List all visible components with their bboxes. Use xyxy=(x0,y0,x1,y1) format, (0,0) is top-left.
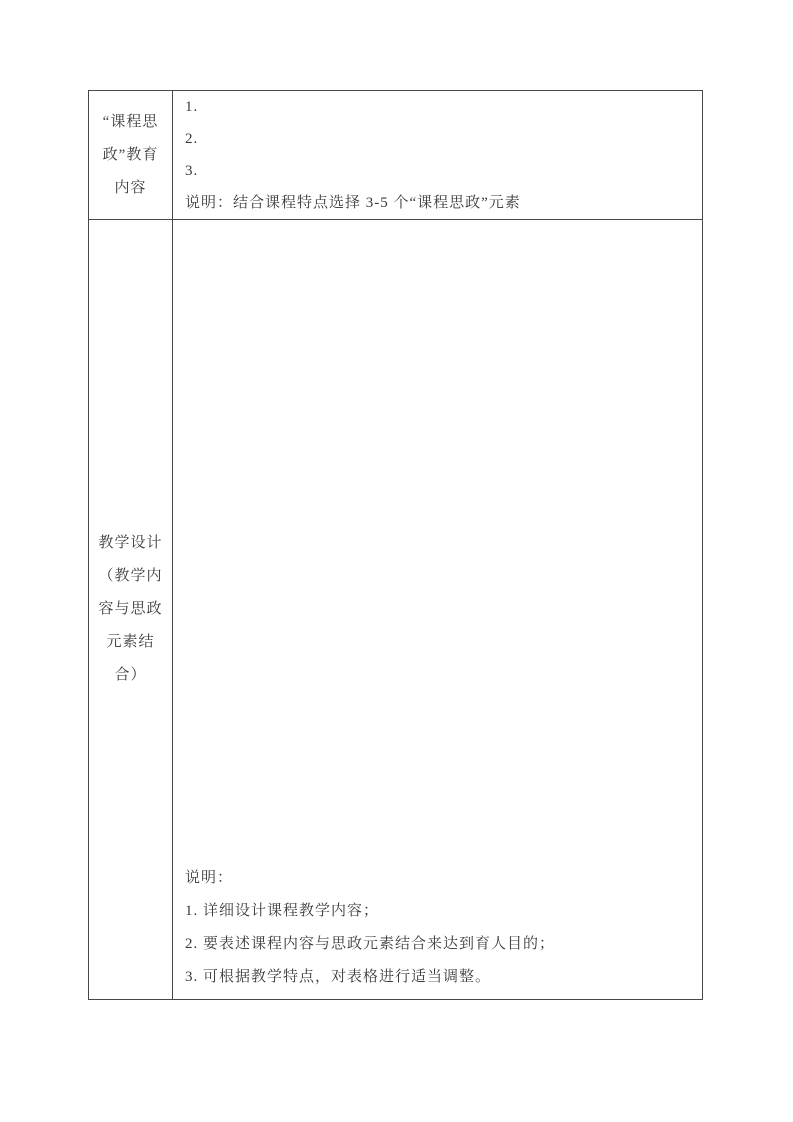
design-note-title: 说明： xyxy=(185,870,234,886)
label-line: 教学设计 xyxy=(98,535,163,551)
table-row-ideology-content xyxy=(89,91,702,220)
label-line: 内容 xyxy=(114,179,147,196)
ideology-note: 说明：结合课程特点选择 3-5 个“课程思政”元素 xyxy=(185,195,521,211)
teaching-design-label-cell xyxy=(89,220,173,999)
label-line: （教学内 xyxy=(98,568,163,584)
teaching-design-content-cell[interactable] xyxy=(173,220,702,999)
design-note-item-3: 3. 可根据教学特点，对表格进行适当调整。 xyxy=(185,969,492,985)
label-line: 元素结 xyxy=(106,634,155,650)
course-ideology-table xyxy=(88,90,703,1000)
teaching-design-empty-area[interactable] xyxy=(185,220,690,862)
ideology-content-label-cell xyxy=(89,91,173,219)
ideology-content-cell[interactable] xyxy=(173,91,702,219)
label-line: 容与思政 xyxy=(98,601,163,617)
numbered-item-2: 2. xyxy=(185,131,199,147)
numbered-item-1: 1. xyxy=(185,99,199,115)
label-line: 合） xyxy=(114,667,147,683)
label-line: 政”教育 xyxy=(102,146,159,163)
design-note-item-2: 2. 要表述课程内容与思政元素结合来达到育人目的； xyxy=(185,936,556,952)
table-row-teaching-design xyxy=(89,220,702,999)
design-note-item-1: 1. 详细设计课程教学内容； xyxy=(185,903,380,919)
numbered-item-3: 3. xyxy=(185,163,199,179)
label-line: “课程思 xyxy=(102,113,159,130)
